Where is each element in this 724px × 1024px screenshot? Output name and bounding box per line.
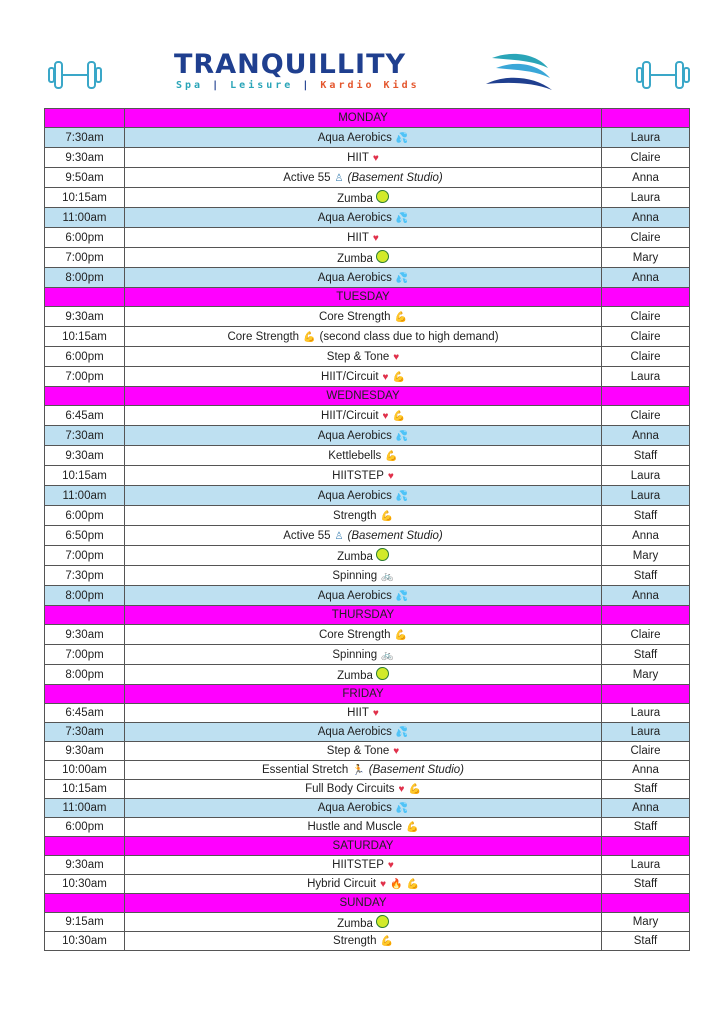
class-cell [125, 466, 602, 486]
class-cell [125, 168, 602, 188]
tagline-separator: | [212, 80, 222, 91]
class-instructor: Claire [602, 327, 690, 347]
class-time: 9:30am [45, 856, 125, 875]
table-row [45, 327, 690, 347]
timetable [44, 108, 690, 951]
heart-icon: ♥ [382, 410, 389, 422]
table-row [45, 566, 690, 586]
table-row [45, 486, 690, 506]
class-cell [125, 248, 602, 268]
droplets-icon: 💦 [395, 132, 409, 144]
class-name: Aqua Aerobics [317, 726, 392, 738]
location-note: (Basement Studio) [347, 529, 443, 542]
class-instructor: Anna [602, 586, 690, 606]
class-name: Essential Stretch [262, 764, 349, 776]
class-time: 6:50pm [45, 526, 125, 546]
table-row [45, 913, 690, 932]
class-instructor: Anna [602, 208, 690, 228]
heart-icon: ♥ [393, 351, 400, 363]
class-cell [125, 665, 602, 685]
class-instructor: Anna [602, 268, 690, 288]
class-cell [125, 148, 602, 168]
class-cell [125, 188, 602, 208]
class-time: 6:00pm [45, 818, 125, 837]
class-time: 11:00am [45, 486, 125, 506]
flexed-arm-icon: 💪 [392, 371, 405, 383]
class-cell [125, 426, 602, 446]
tennis-ball-icon [376, 250, 389, 263]
class-cell [125, 486, 602, 506]
tennis-ball-icon [376, 915, 389, 928]
class-instructor: Staff [602, 932, 690, 951]
class-time: 9:30am [45, 742, 125, 761]
location-note: (Basement Studio) [347, 171, 443, 184]
table-row [45, 875, 690, 894]
table-row [45, 799, 690, 818]
class-cell [125, 128, 602, 148]
tagline-kardio-kids: Kardio Kids [320, 80, 420, 91]
table-row [45, 704, 690, 723]
class-time: 8:00pm [45, 268, 125, 288]
day-header-thursday [45, 606, 690, 625]
table-row [45, 856, 690, 875]
class-cell [125, 723, 602, 742]
class-name: Core Strength [318, 310, 391, 323]
dumbbell-icon [634, 58, 692, 92]
class-cell [125, 406, 602, 426]
class-time: 10:15am [45, 466, 125, 486]
class-instructor: Laura [602, 856, 690, 875]
heart-icon: ♥ [372, 708, 379, 719]
tagline-separator: | [302, 80, 312, 91]
class-name: Aqua Aerobics [317, 271, 392, 284]
class-instructor: Claire [602, 228, 690, 248]
class-instructor: Anna [602, 761, 690, 780]
class-name: HIIT/Circuit [321, 370, 379, 383]
class-instructor: Claire [602, 307, 690, 327]
table-row [45, 148, 690, 168]
class-instructor: Staff [602, 566, 690, 586]
class-instructor: Anna [602, 426, 690, 446]
class-cell [125, 228, 602, 248]
table-row [45, 228, 690, 248]
class-instructor: Laura [602, 128, 690, 148]
table-row [45, 426, 690, 446]
class-name: Active 55 [283, 171, 331, 184]
class-instructor: Anna [602, 799, 690, 818]
class-name: Spinning [332, 648, 378, 661]
class-instructor: Laura [602, 466, 690, 486]
class-instructor: Staff [602, 875, 690, 894]
day-header-tuesday [45, 288, 690, 307]
day-label: SUNDAY [125, 894, 602, 913]
class-time: 7:00pm [45, 645, 125, 665]
fire-icon: 🔥 [390, 879, 403, 890]
bicycle-icon: 🚲 [381, 649, 394, 661]
table-row [45, 347, 690, 367]
droplets-icon: 💦 [395, 727, 409, 738]
class-cell [125, 586, 602, 606]
class-instructor: Staff [602, 506, 690, 526]
class-instructor: Anna [602, 168, 690, 188]
class-time: 9:30am [45, 307, 125, 327]
heart-icon: ♥ [382, 371, 389, 383]
class-name: Aqua Aerobics [317, 489, 392, 502]
day-label: THURSDAY [125, 606, 602, 625]
class-time: 9:50am [45, 168, 125, 188]
class-time: 8:00pm [45, 665, 125, 685]
class-name: Aqua Aerobics [317, 429, 392, 442]
table-row [45, 307, 690, 327]
class-time: 10:15am [45, 188, 125, 208]
class-instructor: Staff [602, 446, 690, 466]
class-name: Zumba [337, 670, 373, 682]
table-row [45, 742, 690, 761]
class-cell [125, 307, 602, 327]
class-cell [125, 780, 602, 799]
class-name: Aqua Aerobics [317, 802, 392, 814]
tagline-leisure: Leisure [230, 80, 294, 91]
class-name: HIIT [347, 231, 369, 244]
class-time: 6:00pm [45, 228, 125, 248]
class-instructor: Laura [602, 367, 690, 387]
day-label: MONDAY [125, 109, 602, 128]
class-name: HIITSTEP [332, 469, 384, 482]
table-row [45, 625, 690, 645]
page-header [0, 0, 724, 104]
class-name: Zumba [337, 551, 373, 563]
class-time: 10:30am [45, 875, 125, 894]
class-cell [125, 704, 602, 723]
class-name: Zumba [337, 917, 373, 930]
class-instructor: Claire [602, 625, 690, 645]
class-instructor: Claire [602, 406, 690, 426]
class-name: Spinning [332, 569, 378, 582]
table-row [45, 268, 690, 288]
flexed-arm-icon: 💪 [392, 410, 405, 422]
demand-note: (second class due to high demand) [319, 330, 499, 343]
logo-tagline [176, 80, 420, 91]
runner-icon: 🏃 [352, 765, 365, 776]
droplets-icon: 💦 [395, 590, 409, 602]
class-cell [125, 875, 602, 894]
day-header-saturday [45, 837, 690, 856]
class-instructor: Claire [602, 148, 690, 168]
table-row [45, 248, 690, 268]
class-time: 9:30am [45, 148, 125, 168]
flexed-arm-icon: 💪 [385, 450, 398, 462]
class-name: Strength [333, 509, 377, 522]
tennis-ball-icon [376, 190, 389, 203]
person-icon: ♙ [334, 530, 344, 542]
class-name: Aqua Aerobics [317, 211, 392, 224]
class-name: Aqua Aerobics [317, 131, 392, 144]
table-row [45, 761, 690, 780]
class-instructor: Staff [602, 780, 690, 799]
class-cell [125, 506, 602, 526]
table-row [45, 188, 690, 208]
class-cell [125, 268, 602, 288]
class-time: 11:00am [45, 208, 125, 228]
class-cell [125, 327, 602, 347]
class-name: Core Strength [227, 330, 300, 343]
class-cell [125, 625, 602, 645]
class-instructor: Laura [602, 723, 690, 742]
class-name: HIIT [347, 151, 369, 164]
logo-title: TRANQUILLITY [174, 49, 407, 80]
class-time: 10:30am [45, 932, 125, 951]
droplets-icon: 💦 [395, 272, 409, 284]
person-icon: ♙ [334, 172, 344, 184]
day-label: TUESDAY [125, 288, 602, 307]
class-cell [125, 818, 602, 837]
class-time: 7:00pm [45, 367, 125, 387]
location-note: (Basement Studio) [368, 764, 464, 776]
class-cell [125, 566, 602, 586]
table-row [45, 506, 690, 526]
table-row [45, 665, 690, 685]
flexed-arm-icon: 💪 [303, 331, 316, 343]
tennis-ball-icon [376, 548, 389, 561]
class-time: 7:00pm [45, 546, 125, 566]
class-name: HIIT [347, 707, 369, 719]
flexed-arm-icon: 💪 [380, 510, 393, 522]
droplets-icon: 💦 [395, 430, 409, 442]
table-row [45, 723, 690, 742]
table-row [45, 546, 690, 566]
class-time: 6:00pm [45, 506, 125, 526]
table-row [45, 128, 690, 148]
class-name: Step & Tone [326, 350, 390, 363]
tranquillity-logo [172, 48, 557, 100]
heart-icon: ♥ [372, 232, 379, 244]
flexed-arm-icon: 💪 [394, 311, 408, 323]
class-time: 8:00pm [45, 586, 125, 606]
flexed-arm-icon: 💪 [408, 784, 421, 795]
wave-logo-icon [482, 48, 554, 98]
class-instructor: Anna [602, 526, 690, 546]
table-row [45, 526, 690, 546]
class-time: 7:30pm [45, 566, 125, 586]
class-instructor: Mary [602, 546, 690, 566]
class-time: 10:00am [45, 761, 125, 780]
class-time: 9:30am [45, 446, 125, 466]
class-time: 6:45am [45, 704, 125, 723]
heart-icon: ♥ [380, 879, 387, 890]
class-instructor: Laura [602, 188, 690, 208]
class-cell [125, 526, 602, 546]
class-cell [125, 208, 602, 228]
class-name: Kettlebells [328, 449, 382, 462]
class-instructor: Staff [602, 645, 690, 665]
class-time: 6:00pm [45, 347, 125, 367]
class-name: HIITSTEP [332, 859, 384, 871]
dumbbell-icon [46, 58, 104, 92]
class-name: Full Body Circuits [305, 783, 395, 795]
table-row [45, 406, 690, 426]
tagline-spa: Spa [176, 80, 204, 91]
day-label: FRIDAY [125, 685, 602, 704]
day-header-wednesday [45, 387, 690, 406]
table-row [45, 780, 690, 799]
class-instructor: Laura [602, 486, 690, 506]
day-header-sunday [45, 894, 690, 913]
class-cell [125, 932, 602, 951]
class-instructor: Mary [602, 665, 690, 685]
class-time: 7:30am [45, 426, 125, 446]
table-row [45, 645, 690, 665]
class-instructor: Laura [602, 704, 690, 723]
class-instructor: Claire [602, 742, 690, 761]
heart-icon: ♥ [372, 152, 379, 164]
flexed-arm-icon: 💪 [380, 936, 393, 947]
class-time: 7:30am [45, 723, 125, 742]
table-row [45, 208, 690, 228]
class-time: 10:15am [45, 327, 125, 347]
class-name: Active 55 [283, 529, 331, 542]
class-time: 7:30am [45, 128, 125, 148]
droplets-icon: 💦 [395, 803, 409, 814]
class-instructor: Claire [602, 347, 690, 367]
class-instructor: Mary [602, 248, 690, 268]
day-header-monday [45, 109, 690, 128]
class-name: Hustle and Muscle [307, 821, 403, 833]
heart-icon: ♥ [387, 470, 394, 482]
flexed-arm-icon: 💪 [406, 879, 419, 890]
heart-icon: ♥ [398, 784, 405, 795]
droplets-icon: 💦 [395, 212, 409, 224]
class-cell [125, 347, 602, 367]
class-name: Zumba [337, 193, 373, 205]
table-row [45, 466, 690, 486]
table-row [45, 932, 690, 951]
class-cell [125, 913, 602, 932]
table-row [45, 586, 690, 606]
day-header-friday [45, 685, 690, 704]
droplets-icon: 💦 [395, 490, 409, 502]
class-time: 10:15am [45, 780, 125, 799]
class-cell [125, 546, 602, 566]
class-cell [125, 742, 602, 761]
class-cell [125, 446, 602, 466]
bicycle-icon: 🚲 [381, 570, 394, 582]
table-row [45, 367, 690, 387]
class-name: Step & Tone [326, 745, 390, 757]
class-cell [125, 799, 602, 818]
class-cell [125, 367, 602, 387]
class-name: Hybrid Circuit [307, 878, 377, 890]
class-name: Aqua Aerobics [317, 589, 392, 602]
class-name: Zumba [337, 253, 373, 265]
day-label: SATURDAY [125, 837, 602, 856]
class-cell [125, 761, 602, 780]
class-time: 11:00am [45, 799, 125, 818]
table-row [45, 818, 690, 837]
class-name: Core Strength [318, 628, 391, 641]
flexed-arm-icon: 💪 [406, 822, 419, 833]
table-row [45, 446, 690, 466]
day-label: WEDNESDAY [125, 387, 602, 406]
heart-icon: ♥ [393, 746, 400, 757]
heart-icon: ♥ [387, 860, 394, 871]
class-time: 9:15am [45, 913, 125, 932]
flexed-arm-icon: 💪 [394, 629, 408, 641]
table-row [45, 168, 690, 188]
class-instructor: Staff [602, 818, 690, 837]
class-name: Strength [333, 935, 377, 947]
tennis-ball-icon [376, 667, 389, 680]
class-name: HIIT/Circuit [321, 409, 379, 422]
class-time: 9:30am [45, 625, 125, 645]
class-cell [125, 856, 602, 875]
class-instructor: Mary [602, 913, 690, 932]
class-cell [125, 645, 602, 665]
class-time: 6:45am [45, 406, 125, 426]
class-time: 7:00pm [45, 248, 125, 268]
